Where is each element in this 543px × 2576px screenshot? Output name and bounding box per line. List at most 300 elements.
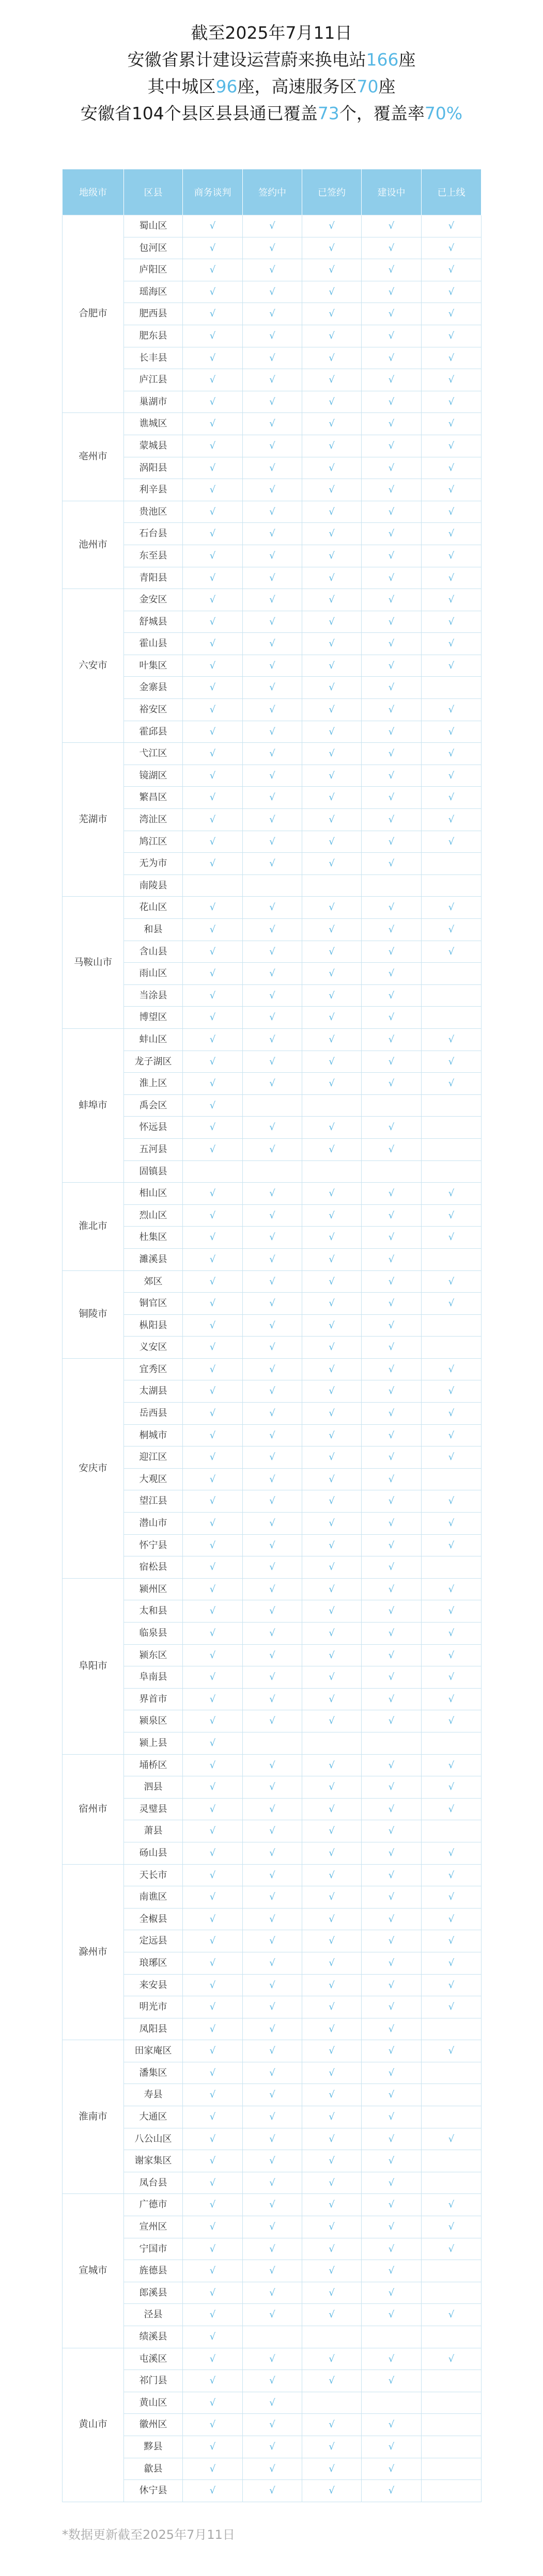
city-cell: 淮北市 [63,1183,124,1270]
check-mark: √ [302,1974,362,1996]
empty-status-cell [362,2392,422,2414]
check-mark: √ [183,1183,243,1205]
check-mark: √ [183,1952,243,1974]
check-mark: √ [243,2458,302,2480]
district-cell: 田家庵区 [124,2040,183,2062]
check-mark: √ [243,853,302,875]
check-mark: √ [422,1051,482,1073]
check-mark: √ [302,1534,362,1556]
check-mark: √ [362,1468,422,1490]
empty-status-cell [362,874,422,897]
check-mark: √ [422,919,482,941]
check-mark: √ [243,1842,302,1864]
check-mark: √ [183,2348,243,2370]
check-mark: √ [302,1051,362,1073]
table-row [63,2040,482,2062]
check-mark: √ [362,919,422,941]
table-row [63,1710,482,1732]
check-mark: √ [362,655,422,677]
check-mark: √ [183,1138,243,1160]
check-mark: √ [183,589,243,611]
empty-status-cell [422,1138,482,1160]
check-mark: √ [302,2238,362,2260]
check-mark: √ [422,941,482,963]
check-mark: √ [183,2194,243,2216]
table-row [63,1534,482,1556]
check-mark: √ [362,1754,422,1776]
check-mark: √ [183,501,243,523]
check-mark: √ [422,787,482,809]
city-cell: 铜陵市 [63,1270,124,1358]
check-mark: √ [302,1007,362,1029]
check-mark: √ [302,237,362,259]
empty-status-cell [422,1732,482,1754]
check-mark: √ [362,237,422,259]
empty-status-cell [422,2150,482,2172]
table-header-row [63,169,482,215]
district-cell: 桐城市 [124,1424,183,1446]
check-mark: √ [183,2150,243,2172]
check-mark: √ [422,1644,482,1666]
table-row [63,1051,482,1073]
check-mark: √ [243,2260,302,2282]
check-mark: √ [422,1842,482,1864]
check-mark: √ [183,1556,243,1579]
empty-status-cell [422,1337,482,1359]
check-mark: √ [183,787,243,809]
check-mark: √ [183,2062,243,2084]
check-mark: √ [362,1270,422,1293]
empty-status-cell [422,677,482,699]
check-mark: √ [243,1820,302,1842]
check-mark: √ [243,1776,302,1799]
check-mark: √ [183,1358,243,1380]
district-cell: 太湖县 [124,1380,183,1403]
empty-status-cell [183,1160,243,1183]
table-row [63,2414,482,2436]
table-row [63,2216,482,2238]
check-mark: √ [183,984,243,1007]
empty-status-cell [422,1160,482,1183]
table-row [63,919,482,941]
table-row [63,2436,482,2458]
check-mark: √ [302,1578,362,1600]
check-mark: √ [183,413,243,435]
district-cell: 歙县 [124,2458,183,2480]
check-mark: √ [183,1204,243,1227]
check-mark: √ [302,655,362,677]
check-mark: √ [183,677,243,699]
check-mark: √ [243,743,302,765]
check-mark: √ [183,919,243,941]
check-mark: √ [362,1578,422,1600]
check-mark: √ [183,1908,243,1930]
table-row [63,1623,482,1645]
empty-status-cell [422,963,482,985]
check-mark: √ [422,611,482,633]
table-row [63,2194,482,2216]
check-mark: √ [302,721,362,743]
check-mark: √ [243,435,302,457]
check-mark: √ [362,1666,422,1689]
check-mark: √ [362,699,422,721]
check-mark: √ [302,2084,362,2106]
check-mark: √ [302,2414,362,2436]
check-mark: √ [183,2326,243,2348]
check-mark: √ [183,2260,243,2282]
check-mark: √ [243,1007,302,1029]
check-mark: √ [243,1556,302,1579]
district-cell: 雨山区 [124,963,183,985]
empty-status-cell [302,874,362,897]
check-mark: √ [362,523,422,545]
district-cell: 寿县 [124,2084,183,2106]
table-row [63,325,482,347]
table-row [63,633,482,655]
check-mark: √ [243,831,302,853]
table-row [63,1403,482,1425]
check-mark: √ [183,1864,243,1886]
check-mark: √ [183,765,243,787]
check-mark: √ [362,347,422,369]
district-cell: 龙子湖区 [124,1051,183,1073]
check-mark: √ [422,1270,482,1293]
check-mark: √ [422,897,482,919]
table-row [63,765,482,787]
check-mark: √ [422,655,482,677]
check-mark: √ [362,677,422,699]
check-mark: √ [243,2194,302,2216]
check-mark: √ [243,1578,302,1600]
check-mark: √ [362,215,422,237]
table-row [63,1138,482,1160]
check-mark: √ [183,1710,243,1732]
check-mark: √ [422,1952,482,1974]
check-mark: √ [422,721,482,743]
check-mark: √ [183,1886,243,1909]
check-mark: √ [302,1490,362,1513]
check-mark: √ [302,501,362,523]
check-mark: √ [362,413,422,435]
check-mark: √ [422,589,482,611]
check-mark: √ [362,1930,422,1952]
check-mark: √ [243,2040,302,2062]
table-row [63,2348,482,2370]
check-mark: √ [362,1424,422,1446]
empty-status-cell [302,2326,362,2348]
check-mark: √ [243,2392,302,2414]
check-mark: √ [362,435,422,457]
district-cell: 鸠江区 [124,831,183,853]
table-row [63,1204,482,1227]
empty-status-cell [422,984,482,1007]
check-mark: √ [243,2084,302,2106]
check-mark: √ [362,1842,422,1864]
check-mark: √ [183,1600,243,1623]
check-mark: √ [302,2216,362,2238]
check-mark: √ [302,215,362,237]
check-mark: √ [243,655,302,677]
district-cell: 博望区 [124,1007,183,1029]
check-mark: √ [422,1688,482,1710]
check-mark: √ [362,1688,422,1710]
district-cell: 石台县 [124,523,183,545]
district-cell: 烈山区 [124,1204,183,1227]
check-mark: √ [243,1666,302,1689]
table-row [63,1754,482,1776]
empty-status-cell [422,2392,482,2414]
check-mark: √ [362,2304,422,2326]
check-mark: √ [183,2458,243,2480]
check-mark: √ [183,1930,243,1952]
check-mark: √ [183,1248,243,1270]
empty-status-cell [422,2370,482,2392]
check-mark: √ [422,1886,482,1909]
city-cell: 淮南市 [63,2040,124,2194]
table-row [63,853,482,875]
station-status-table [62,169,482,2502]
district-cell: 舒城县 [124,611,183,633]
empty-status-cell [302,1732,362,1754]
header-highway-label: 座，高速服务区 [237,76,357,97]
check-mark: √ [243,1337,302,1359]
empty-status-cell [302,2392,362,2414]
check-mark: √ [302,2172,362,2194]
check-mark: √ [183,567,243,589]
district-cell: 宿松县 [124,1556,183,1579]
check-mark: √ [422,1293,482,1315]
district-cell: 岳西县 [124,1403,183,1425]
table-row [63,1094,482,1117]
table-row [63,2150,482,2172]
check-mark: √ [302,2480,362,2502]
check-mark: √ [422,1974,482,1996]
check-mark: √ [243,1183,302,1205]
table-row [63,2370,482,2392]
check-mark: √ [243,325,302,347]
header-total-line [0,46,543,73]
check-mark: √ [243,523,302,545]
district-cell: 凤台县 [124,2172,183,2194]
check-mark: √ [302,1293,362,1315]
check-mark: √ [243,1930,302,1952]
check-mark: √ [183,853,243,875]
city-cell: 宿州市 [63,1754,124,1864]
empty-status-cell [422,2436,482,2458]
check-mark: √ [362,1996,422,2018]
check-mark: √ [183,1270,243,1293]
check-mark: √ [362,2106,422,2128]
check-mark: √ [243,1798,302,1820]
header-coverage-line [0,100,543,127]
check-mark: √ [302,2062,362,2084]
table-row [63,1600,482,1623]
check-mark: √ [183,1666,243,1689]
check-mark: √ [243,1996,302,2018]
check-mark: √ [422,633,482,655]
district-cell: 义安区 [124,1337,183,1359]
check-mark: √ [362,1864,422,1886]
check-mark: √ [243,1358,302,1380]
check-mark: √ [183,237,243,259]
check-mark: √ [243,2150,302,2172]
check-mark: √ [243,501,302,523]
check-mark: √ [243,2414,302,2436]
check-mark: √ [422,567,482,589]
table-row [63,897,482,919]
check-mark: √ [183,2282,243,2304]
district-cell: 全椒县 [124,1908,183,1930]
check-mark: √ [183,1820,243,1842]
table-row [63,2018,482,2040]
check-mark: √ [183,1094,243,1117]
empty-status-cell [422,1117,482,1139]
table-row [63,215,482,237]
table-row [63,347,482,369]
header-coverage-rate-label: 个，覆盖率 [339,103,425,123]
check-mark: √ [362,2436,422,2458]
district-cell: 颍东区 [124,1644,183,1666]
check-mark: √ [362,2238,422,2260]
check-mark: √ [243,2062,302,2084]
header-breakdown-line [0,73,543,100]
table-row [63,2172,482,2194]
district-cell: 庐阳区 [124,259,183,281]
check-mark: √ [183,1688,243,1710]
check-mark: √ [362,2018,422,2040]
check-mark: √ [243,2106,302,2128]
check-mark: √ [362,1007,422,1029]
check-mark: √ [422,1600,482,1623]
empty-status-cell [243,2326,302,2348]
district-cell: 界首市 [124,1688,183,1710]
check-mark: √ [422,1028,482,1051]
check-mark: √ [422,457,482,479]
check-mark: √ [302,1468,362,1490]
check-mark: √ [362,1556,422,1579]
check-mark: √ [302,919,362,941]
table-row [63,391,482,413]
check-mark: √ [422,1204,482,1227]
table-row [63,1886,482,1909]
check-mark: √ [302,1864,362,1886]
district-cell: 肥西县 [124,303,183,325]
check-mark: √ [302,1842,362,1864]
district-cell: 绩溪县 [124,2326,183,2348]
check-mark: √ [183,2106,243,2128]
check-mark: √ [362,2062,422,2084]
check-mark: √ [422,391,482,413]
table-row [63,1358,482,1380]
check-mark: √ [362,1490,422,1513]
city-cell: 池州市 [63,501,124,589]
city-cell: 合肥市 [63,215,124,413]
check-mark: √ [183,1578,243,1600]
check-mark: √ [243,1248,302,1270]
check-mark: √ [422,325,482,347]
check-mark: √ [243,1446,302,1469]
table-row [63,699,482,721]
check-mark: √ [422,1710,482,1732]
district-cell: 湾沚区 [124,809,183,831]
check-mark: √ [422,1776,482,1799]
check-mark: √ [243,2304,302,2326]
check-mark: √ [243,963,302,985]
check-mark: √ [362,567,422,589]
check-mark: √ [183,2370,243,2392]
table-row [63,1446,482,1469]
district-cell: 杜集区 [124,1227,183,1249]
empty-status-cell [422,2260,482,2282]
empty-status-cell [362,1160,422,1183]
check-mark: √ [302,963,362,985]
check-mark: √ [243,1051,302,1073]
check-mark: √ [362,2282,422,2304]
check-mark: √ [302,1248,362,1270]
empty-status-cell [422,1248,482,1270]
district-cell: 无为市 [124,853,183,875]
check-mark: √ [183,2172,243,2194]
check-mark: √ [302,809,362,831]
check-mark: √ [362,1314,422,1337]
district-cell: 淮上区 [124,1073,183,1095]
check-mark: √ [243,809,302,831]
check-mark: √ [243,1886,302,1909]
check-mark: √ [183,699,243,721]
table-row [63,1578,482,1600]
district-cell: 含山县 [124,941,183,963]
city-cell: 黄山市 [63,2348,124,2502]
check-mark: √ [243,2282,302,2304]
check-mark: √ [422,413,482,435]
check-mark: √ [362,787,422,809]
check-mark: √ [302,369,362,391]
header-date-text: 截至2025年7月11日 [191,23,352,43]
check-mark: √ [183,545,243,567]
check-mark: √ [422,1864,482,1886]
check-mark: √ [362,743,422,765]
check-mark: √ [302,1073,362,1095]
check-mark: √ [243,2480,302,2502]
check-mark: √ [362,1380,422,1403]
empty-status-cell [422,2084,482,2106]
check-mark: √ [422,1183,482,1205]
check-mark: √ [422,2238,482,2260]
check-mark: √ [302,611,362,633]
check-mark: √ [243,1270,302,1293]
district-cell: 金寨县 [124,677,183,699]
check-mark: √ [302,545,362,567]
check-mark: √ [183,809,243,831]
check-mark: √ [362,831,422,853]
table-row [63,831,482,853]
city-cell: 宣城市 [63,2194,124,2348]
district-cell: 繁昌区 [124,787,183,809]
check-mark: √ [183,1754,243,1776]
city-cell: 马鞍山市 [63,897,124,1029]
check-mark: √ [302,1666,362,1689]
check-mark: √ [362,281,422,303]
check-mark: √ [183,1490,243,1513]
check-mark: √ [243,1600,302,1623]
check-mark: √ [362,2194,422,2216]
check-mark: √ [362,2128,422,2150]
district-cell: 颍州区 [124,1578,183,1600]
check-mark: √ [183,1996,243,2018]
empty-status-cell [422,2062,482,2084]
table-body [63,215,482,2502]
check-mark: √ [362,1446,422,1469]
